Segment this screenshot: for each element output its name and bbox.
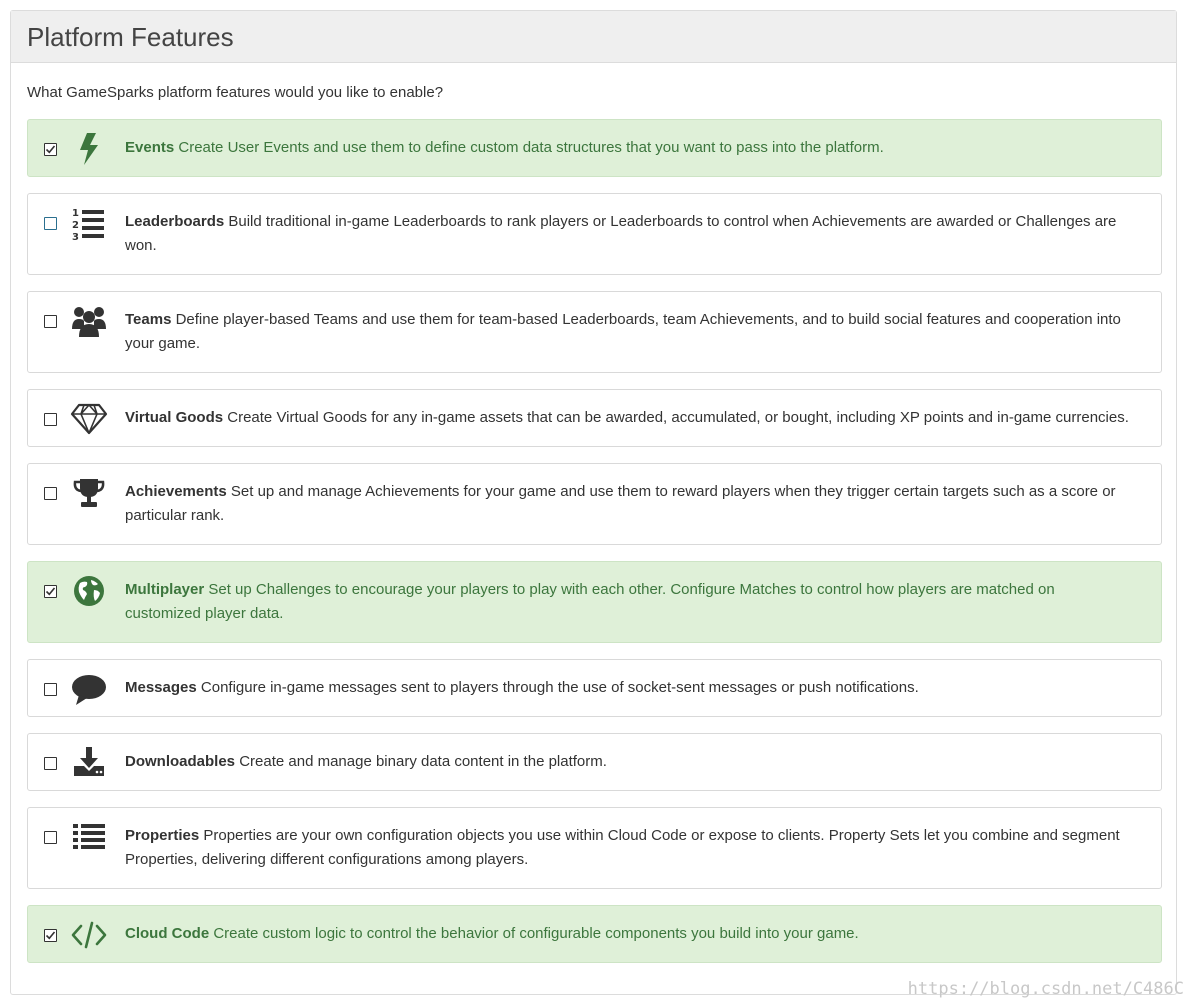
teams-checkbox[interactable] (44, 315, 57, 328)
feature-description: Create custom logic to control the behavior of configurable components you build into your game. (213, 925, 859, 942)
feature-row-multiplayer[interactable] (27, 561, 1162, 643)
feature-description: Properties are your own configuration objects you use within Cloud Code or expose to clients. Property Sets let you combine and segment Properties, delivering different configurations among players. (125, 827, 1120, 868)
trophy-icon (68, 472, 110, 514)
features-question: What GameSparks platform features would you like to enable? (27, 84, 444, 101)
feature-row-leaderboards[interactable] (27, 193, 1162, 275)
events-checkbox[interactable] (44, 143, 57, 156)
globe-icon (68, 570, 110, 612)
list-icon (68, 816, 110, 858)
watermark: https://blog.csdn.net/C486C (907, 979, 1184, 999)
feature-name: Leaderboards (125, 213, 225, 230)
feature-description: Create User Events and use them to define custom data structures that you want to pass into the platform. (178, 139, 884, 156)
feature-row-cloud-code[interactable] (27, 905, 1162, 963)
feature-description: Create Virtual Goods for any in-game assets that can be awarded, accumulated, or bought, including XP points and in-game currencies. (227, 409, 1129, 426)
downloadables-text (125, 750, 1131, 774)
feature-row-virtual-goods[interactable] (27, 389, 1162, 447)
panel-header (11, 11, 1176, 63)
messages-text (125, 676, 1131, 700)
properties-text (125, 824, 1131, 872)
feature-row-downloadables[interactable] (27, 733, 1162, 791)
svg-text:3: 3 (72, 232, 79, 242)
speech-bubble-icon (68, 669, 110, 711)
code-icon (68, 914, 110, 956)
feature-description: Configure in-game messages sent to players through the use of socket-sent messages or push notifications. (200, 679, 919, 696)
group-icon (68, 300, 110, 342)
virtual-goods-text (125, 406, 1131, 430)
feature-name: Messages (125, 679, 197, 696)
messages-checkbox[interactable] (44, 683, 57, 696)
download-icon (68, 741, 110, 783)
teams-text (125, 308, 1131, 356)
feature-description: Create and manage binary data content in the platform. (239, 753, 607, 770)
multiplayer-text (125, 578, 1131, 626)
leaderboards-text (125, 210, 1131, 258)
feature-description: Set up Challenges to encourage your players to play with each other. Configure Matches to control how players are matched on customized player data. (125, 581, 1055, 622)
properties-checkbox[interactable] (44, 831, 57, 844)
bolt-icon (68, 128, 110, 170)
virtual-goods-checkbox[interactable] (44, 413, 57, 426)
panel-title: Platform Features (27, 22, 234, 52)
feature-row-messages[interactable] (27, 659, 1162, 717)
feature-name: Properties (125, 827, 200, 844)
feature-description: Build traditional in-game Leaderboards to rank players or Leaderboards to control when Achievements are awarded or Challenges are won. (125, 213, 1117, 254)
downloadables-checkbox[interactable] (44, 757, 57, 770)
feature-name: Virtual Goods (125, 409, 224, 426)
feature-name: Achievements (125, 483, 227, 500)
leaderboards-checkbox[interactable] (44, 217, 57, 230)
cloud-code-checkbox[interactable] (44, 929, 57, 942)
svg-text:1: 1 (72, 208, 79, 219)
ordered-list-icon (68, 203, 110, 245)
feature-name: Events (125, 139, 175, 156)
cloud-code-text (125, 922, 1131, 946)
feature-description: Define player-based Teams and use them for team-based Leaderboards, team Achievements, and to build social features and cooperation into your game. (125, 311, 1121, 352)
svg-text:2: 2 (72, 220, 79, 231)
achievements-text (125, 480, 1131, 528)
feature-row-properties[interactable] (27, 807, 1162, 889)
feature-name: Cloud Code (125, 925, 210, 942)
feature-name: Multiplayer (125, 581, 205, 598)
feature-description: Set up and manage Achievements for your game and use them to reward players when they trigger certain targets such as a score or particular rank. (125, 483, 1116, 524)
diamond-icon (68, 398, 110, 440)
feature-row-events[interactable] (27, 119, 1162, 177)
platform-features-panel (10, 10, 1177, 995)
feature-name: Downloadables (125, 753, 236, 770)
events-text (125, 136, 1131, 160)
feature-row-teams[interactable] (27, 291, 1162, 373)
feature-row-achievements[interactable] (27, 463, 1162, 545)
multiplayer-checkbox[interactable] (44, 585, 57, 598)
feature-name: Teams (125, 311, 172, 328)
achievements-checkbox[interactable] (44, 487, 57, 500)
